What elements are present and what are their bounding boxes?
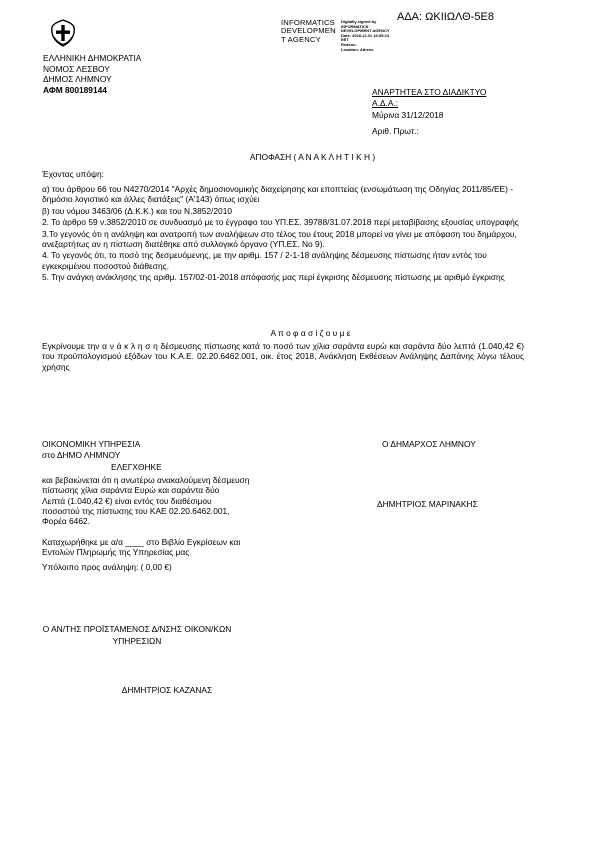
agency-logo-line: DEVELOPMEN — [281, 26, 336, 36]
agency-logo-line: INFORMATICS — [281, 18, 335, 27]
director-title: Ο ΑΝ/ΤΗΣ ΠΡΟΪΣΤΑΜΕΝΟΣ Δ/ΝΣΗΣ ΟΙΚΟΝ/ΚΩΝ — [42, 624, 232, 634]
header-afm: ΑΦΜ 800189144 — [43, 85, 107, 95]
digital-signature-stamp — [281, 19, 336, 44]
considering-list — [42, 184, 524, 283]
director-title-line2: ΥΠΗΡΕΣΙΩΝ — [112, 636, 162, 646]
list-item: 3.Το γεγονός ότι η ανάληψη και ανατροπή των αναλήψεων στο τέλος του έτους 2018 μπορεί να γίνει με απόφαση του δημάρχου, ανεξαρτήτως αν η πίστωση διατέθηκε από συλλογικό όργανο (ΥΠ.ΕΣ. Νο 9). — [42, 228, 517, 250]
director-name: ΔΗΜΗΤΡΙΟΣ ΚΑΖΑΝΑΣ — [121, 685, 213, 695]
signature-details — [341, 20, 390, 52]
coat-of-arms-icon — [50, 19, 76, 47]
certification-line: πίστωσης χίλια σαράντα Ευρώ και σαράντα δύο — [42, 485, 220, 496]
signature-line: Date: 2018.12.31 16:55:13 — [341, 32, 390, 38]
signature-line: DEVELOPMENT AGENCY — [341, 28, 390, 34]
protocol-number: Αριθ. Πρωτ.: — [372, 126, 419, 136]
certification-line: ποσοστού της πίστωσης του ΚΑΕ 02.20.6462.001, — [42, 505, 230, 516]
finance-service: ΟΙΚΟΝΟΜΙΚΗ ΥΠΗΡΕΣΙΑ — [42, 439, 141, 449]
ada-label: Α.Δ.Α.: — [372, 98, 399, 108]
decision-heading: Α π ο φ α σ ί ζ ο υ μ ε — [270, 328, 351, 338]
finance-at: στο ΔΗΜΟ ΛΗΜΝΟΥ — [42, 450, 121, 460]
header-municipality: ΔΗΜΟΣ ΛΗΜΝΟΥ — [43, 74, 112, 84]
header-prefecture: ΝΟΜΟΣ ΛΕΣΒΟΥ — [43, 63, 110, 74]
registration-line: Καταχωρήθηκε με α/α ____ στο Βιβλίο Εγκρίσεων και — [42, 537, 241, 547]
list-item: β) του νόμου 3463/06 (Δ.Κ.Κ.) και του Ν.3852/2010 — [42, 205, 233, 216]
date-line: Μύρινα 31/12/2018 — [372, 110, 444, 120]
list-item: 2. Το άρθρο 59 ν.3852/2010 σε συνδυασμό με το έγγραφο του ΥΠ.ΕΣ. 39788/31.07.2018 περί μεταβίβασης εξουσίας υπογραφής — [42, 217, 519, 228]
considering-label: Έχοντας υπόψη: — [42, 169, 104, 179]
list-item: α) του άρθρου 66 του Ν4270/2014 "Αρχές δημοσιονομικής διαχείρησης και εποπτείας (ενσωμάτωση της Οδηγίας 2011/85/ΕΕ) - δημόσιο λογιστικό και άλλες διατάξεις" (Α'143) όπως ισχύει — [42, 184, 514, 205]
certification-line: Φορέα 6462. — [42, 516, 90, 527]
signature-line: EET — [341, 37, 349, 43]
registration-text — [42, 537, 240, 558]
mayor-name: ΔΗΜΗΤΡΙΟΣ ΜΑΡΙΝΑΚΗΣ — [377, 499, 478, 509]
signature-line: Location: Athens — [341, 46, 374, 52]
document-title: ΑΠΟΦΑΣΗ ( Α Ν Α Κ Λ Η Τ Ι Κ Η ) — [249, 152, 376, 162]
certification-text — [42, 475, 249, 526]
publish-notice: ΑΝΑΡΤΗΤΕΑ ΣΤΟ ΔΙΑΔΙΚΤΥΟ — [372, 87, 487, 97]
remaining-amount: Υπόλοιπο προς ανάληψη: ( 0,00 €) — [42, 562, 172, 572]
list-item: 4. Το γεγονός ότι, το ποσό της δεσμευόμενης, με την αριθμ. 157 / 2-1-18 ανάληψης δέσμευσης πίστωσης ήταν εντός του εγκεκριμένου ποσοστού διάθεσης. — [42, 250, 487, 271]
signature-line: Reason: — [341, 41, 357, 47]
certification-line: Λεπτά (1.040,42 €) είναι εντός του διαθέσιμου — [42, 495, 212, 506]
header-republic: ΕΛΛΗΝΙΚΗ ΔΗΜΟΚΡΑΤΙΑ — [43, 53, 142, 63]
decision-text: Εγκρίνουμε την α ν ά κ λ η σ η δέσμευσης πίστωσης κατά το ποσό των χίλια σαράντα ευρώ και σαράντα δύο λεπτά (1.040,42 €) του προϋπολογισμού εξόδων του Κ.Α.Ε. 02.20.6462.001, οικ. έτος 2018, Ανάκληση Εκθέσεων Ανάληψης Δαπάνης λόγω τέλους χρήσης — [42, 341, 524, 372]
agency-logo-line: T AGENCY — [281, 34, 321, 44]
signature-line: Digitally signed by — [341, 19, 377, 24]
checked-label: ΕΛΕΓΧΘΗΚΕ — [111, 462, 162, 472]
signature-line: INFORMATICS — [341, 23, 369, 29]
ada-code: ΑΔΑ: ΩΚΙΙΩΛΘ-5Ε8 — [397, 11, 494, 23]
registration-line: Εντολών Πληρωμής της Υπηρεσίας μας — [42, 547, 190, 558]
mayor-title: Ο ΔΗΜΑΡΧΟΣ ΛΗΜΝΟΥ — [382, 439, 476, 449]
list-item: 5. Την ανάγκη ανάκλησης της αριθμ. 157/02-01-2018 απόφασής μας περί έγκρισης δέσμευσης πίστωσης με αριθμό έγκρισης — [42, 272, 505, 283]
certification-line: και βεβαιώνεται ότι η ανωτέρω ανακαλούμενη δέσμευση — [42, 475, 250, 485]
